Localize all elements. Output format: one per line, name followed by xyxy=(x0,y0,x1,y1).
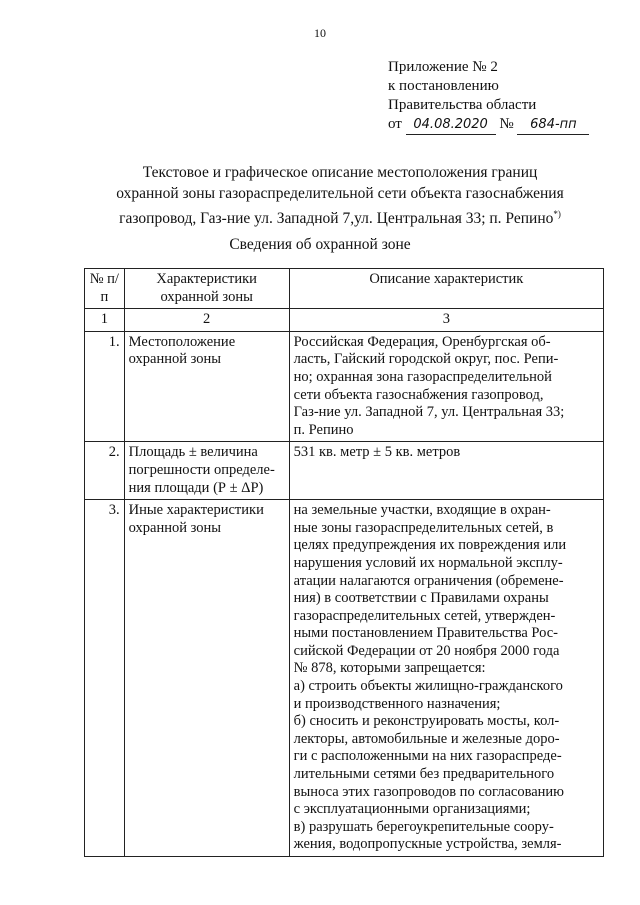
row-description xyxy=(289,442,603,500)
row-number: 2. xyxy=(85,442,125,500)
description-line: Газ-ние ул. Западной 7, ул. Центральная 33; xyxy=(293,404,565,421)
characteristic-line: Иные характеристики xyxy=(128,502,264,519)
description-line: № 878, которыми запрещается: xyxy=(293,660,486,677)
characteristic-line: ния площади (Р ± ΔР) xyxy=(128,479,264,496)
description-line: нарушения условий их нормальной эксплу- xyxy=(293,554,563,571)
header-description: Описание характеристик xyxy=(289,269,603,309)
characteristic-line: Площадь ± величина xyxy=(128,444,258,461)
handwritten-date: 04.08.2020 xyxy=(406,115,496,135)
row-characteristic xyxy=(124,442,289,500)
description-line: и производственного назначения; xyxy=(293,695,501,712)
description-line: лекторы, автомобильные и железные доро- xyxy=(293,730,560,747)
appendix-line-2: к постановлению xyxy=(388,78,499,94)
column-number-row xyxy=(85,309,604,332)
characteristic-line: охранной зоны xyxy=(128,519,222,536)
description-line: ги с расположенными на них газораспреде- xyxy=(293,748,562,765)
description-line: а) строить объекты жилищно-гражданского xyxy=(293,678,563,695)
column-number-1: 1 xyxy=(85,309,125,332)
number-sign: № xyxy=(499,116,514,132)
row-characteristic xyxy=(124,331,289,442)
row-description xyxy=(289,331,603,442)
table-header-row xyxy=(85,269,604,309)
description-line: сети объекта газоснабжения газопровод, xyxy=(293,386,544,403)
description-line: ния) в соответствии с Правилами охраны xyxy=(293,590,549,607)
header-number: № п/п xyxy=(85,269,125,309)
description-line: с эксплуатационными организациями; xyxy=(293,801,531,818)
row-characteristic xyxy=(124,500,289,857)
column-number-3: 3 xyxy=(289,309,603,332)
title-line-1: Текстовое и графическое описание местоположения границ xyxy=(142,164,538,181)
row-number: 3. xyxy=(85,500,125,857)
appendix-block xyxy=(388,58,589,135)
description-line: ные зоны газораспределительных сетей, в xyxy=(293,519,554,536)
footnote-mark: *) xyxy=(553,209,561,219)
description-line: на земельные участки, входящие в охран- xyxy=(293,502,551,519)
description-line: газораспределительных сетей, утвержден- xyxy=(293,607,556,624)
appendix-date-line xyxy=(388,115,589,135)
description-line: но; охранная зона газораспределительной xyxy=(293,368,552,385)
description-line: Российская Федерация, Оренбургская об- xyxy=(293,333,551,350)
description-line: целях предупреждения их повреждения или xyxy=(293,537,567,554)
title-line-2: охранной зоны газораспределительной сети объекта газоснабжения xyxy=(116,185,564,202)
title-line-3-text: газопровод, Газ-ние ул. Западной 7,ул. Центральная 33; п. Репино xyxy=(119,210,554,228)
date-prefix: от xyxy=(388,116,402,132)
description-line: лительными сетями без предварительного xyxy=(293,766,555,783)
row-number: 1. xyxy=(85,331,125,442)
handwritten-number: 684-пп xyxy=(517,115,589,135)
description-line: ными постановлением Правительства Рос- xyxy=(293,625,559,642)
table-row xyxy=(85,500,604,857)
table-row xyxy=(85,442,604,500)
description-line: атации налагаются ограничения (обремене- xyxy=(293,572,564,589)
table-row xyxy=(85,331,604,442)
characteristic-line: Местоположение xyxy=(128,333,236,350)
description-line: сийской Федерации от 20 ноября 2000 года xyxy=(293,642,560,659)
description-line: б) сносить и реконструировать мосты, кол- xyxy=(293,713,560,730)
description-line: ласть, Гайский городской округ, пос. Репи- xyxy=(293,351,559,368)
page-number: 10 xyxy=(314,26,326,40)
appendix-line-1: Приложение № 2 xyxy=(388,59,498,75)
header-characteristic: Характеристики охранной зоны xyxy=(124,269,289,309)
characteristic-line: погрешности определе- xyxy=(128,461,275,478)
characteristic-line: охранной зоны xyxy=(128,351,222,368)
description-line: выноса этих газопроводов по согласованию xyxy=(293,783,565,800)
description-line: 531 кв. метр ± 5 кв. метров xyxy=(293,444,461,461)
row-description xyxy=(289,500,603,857)
description-line: жения, водопропускные устройства, земля- xyxy=(293,836,562,853)
description-line: п. Репино xyxy=(293,421,354,438)
section-subtitle: Сведения об охранной зоне xyxy=(229,236,411,253)
title-line-3 xyxy=(60,204,620,229)
column-number-2: 2 xyxy=(124,309,289,332)
appendix-line-3: Правительства области xyxy=(388,97,537,113)
protection-zone-table xyxy=(84,268,604,857)
document-title xyxy=(60,162,620,229)
description-line: в) разрушать берегоукрепительные соору- xyxy=(293,818,554,835)
